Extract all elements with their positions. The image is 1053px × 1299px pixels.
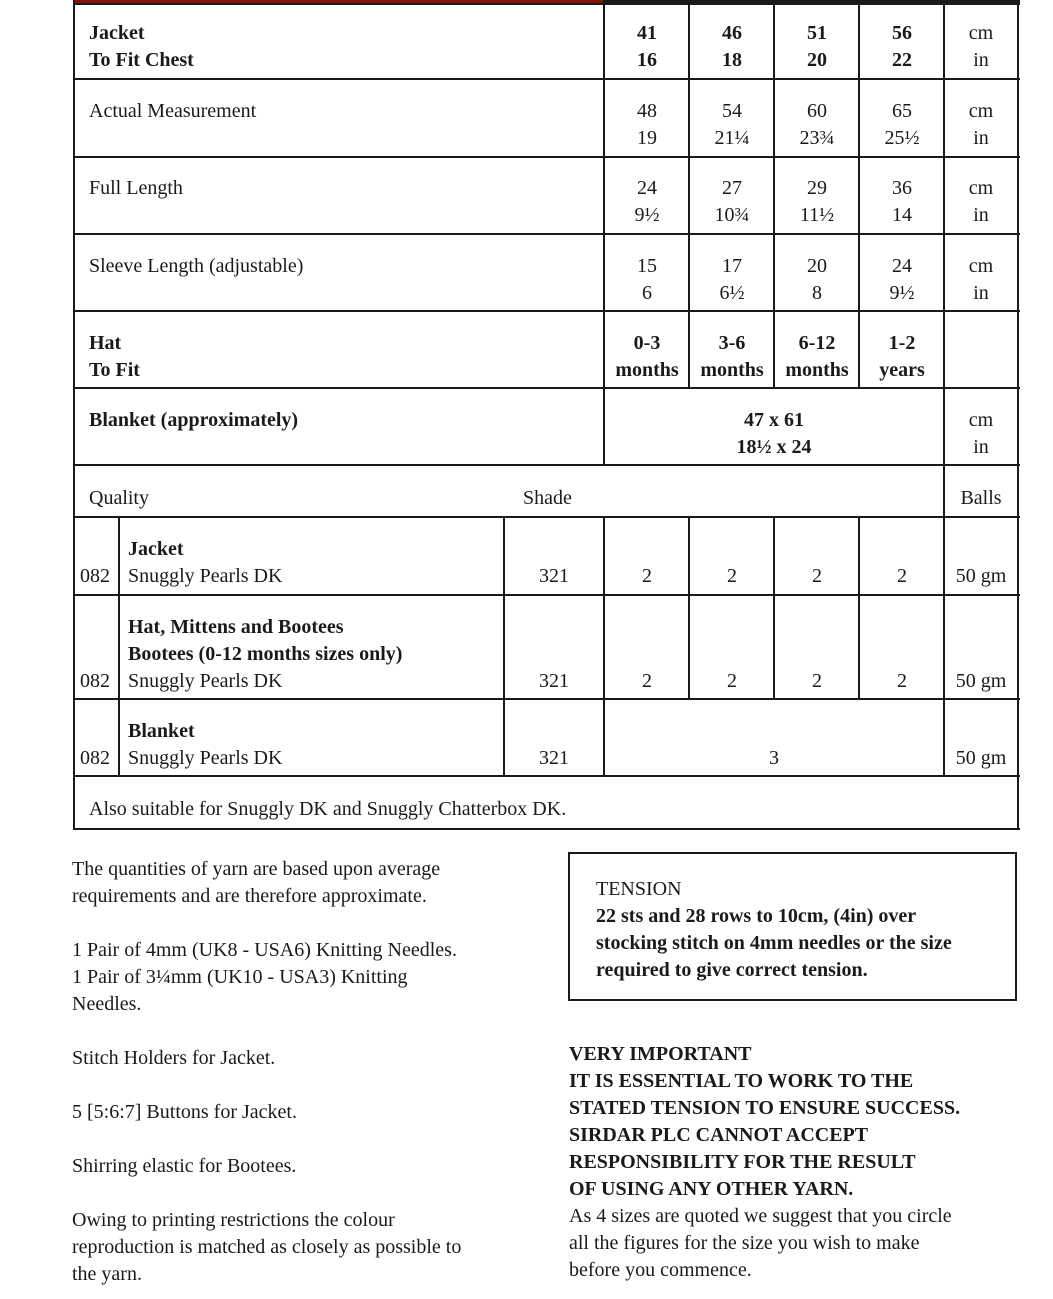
yarn-weight: 50 gm: [955, 747, 1007, 769]
sleeve-cm-3: 20: [807, 255, 827, 277]
important-notice: [569, 1041, 1019, 1284]
full-length-unit-in: in: [973, 204, 989, 226]
yarn-shade: 321: [539, 747, 569, 769]
important-line: IT IS ESSENTIAL TO WORK TO THE: [569, 1070, 914, 1092]
jacket-in-4: 22: [892, 49, 912, 71]
hat-size-2: 3-6: [718, 332, 746, 354]
jacket-cm-1: 41: [637, 22, 657, 44]
important-line: OF USING ANY OTHER YARN.: [569, 1178, 854, 1200]
full-length-unit-cm: cm: [968, 177, 994, 199]
yarn-qty: 2: [897, 565, 907, 587]
full-length-in-4: 14: [892, 204, 912, 226]
yarn-qty: 2: [897, 670, 907, 692]
size-note-line: before you commence.: [569, 1259, 752, 1281]
jacket-cm-3: 51: [807, 22, 827, 44]
yarn-name: Snuggly Pearls DK: [128, 670, 283, 692]
note-line: reproduction is matched as closely as possible to: [72, 1236, 462, 1258]
shade-header: Shade: [523, 487, 572, 509]
hat-size-3: 6-12: [798, 332, 836, 354]
size-note-line: As 4 sizes are quoted we suggest that you circle: [569, 1205, 952, 1227]
hat-unit-4: years: [879, 359, 925, 381]
yarn-qty: 2: [727, 565, 737, 587]
yarn-weight: 50 gm: [955, 670, 1007, 692]
yarn-code: 082: [80, 670, 110, 692]
actual-unit-cm: cm: [968, 100, 994, 122]
tension-box: [568, 852, 1017, 1001]
hat-size-1: 0-3: [633, 332, 661, 354]
blanket-unit-in: in: [973, 436, 989, 458]
full-length-in-1: 9½: [634, 204, 660, 226]
yarn-code: 082: [80, 565, 110, 587]
tension-line: 22 sts and 28 rows to 10cm, (4in) over: [596, 905, 917, 927]
yarn-code: 082: [80, 747, 110, 769]
note-line: 5 [5:6:7] Buttons for Jacket.: [72, 1101, 297, 1123]
full-length-label: Full Length: [89, 177, 183, 199]
tension-line: required to give correct tension.: [596, 959, 868, 981]
note-line: 1 Pair of 4mm (UK8 - USA6) Knitting Needles.: [72, 939, 457, 961]
sleeve-in-2: 6½: [719, 282, 745, 304]
yarn-row-subtitle: Bootees (0-12 months sizes only): [128, 643, 403, 665]
sleeve-cm-1: 15: [637, 255, 657, 277]
jacket-unit-in: in: [973, 49, 989, 71]
actual-cm-2: 54: [722, 100, 742, 122]
sleeve-cm-4: 24: [892, 255, 912, 277]
important-line: VERY IMPORTANT: [569, 1043, 752, 1065]
hat-size-4: 1-2: [888, 332, 916, 354]
note-line: Stitch Holders for Jacket.: [72, 1047, 276, 1069]
yarn-name: Snuggly Pearls DK: [128, 747, 283, 769]
sleeve-length-label: Sleeve Length (adjustable): [89, 255, 304, 277]
jacket-cm-2: 46: [722, 22, 742, 44]
yarn-qty: 2: [812, 565, 822, 587]
actual-in-3: 23¾: [799, 127, 835, 149]
jacket-cm-4: 56: [892, 22, 912, 44]
note-line: Needles.: [72, 993, 142, 1015]
note-line: Owing to printing restrictions the colour: [72, 1209, 395, 1231]
full-length-in-3: 11½: [799, 204, 835, 226]
jacket-in-2: 18: [722, 49, 742, 71]
full-length-cm-2: 27: [722, 177, 742, 199]
yarn-row-title: Hat, Mittens and Bootees: [128, 616, 344, 638]
important-line: RESPONSIBILITY FOR THE RESULT: [569, 1151, 916, 1173]
alternative-yarn-note: Also suitable for Snuggly DK and Snuggly Chatterbox DK.: [89, 798, 567, 820]
yarn-shade: 321: [539, 670, 569, 692]
actual-cm-1: 48: [637, 100, 657, 122]
sleeve-in-3: 8: [812, 282, 822, 304]
jacket-in-3: 20: [807, 49, 827, 71]
blanket-label: Blanket (approximately): [89, 409, 299, 431]
sleeve-in-1: 6: [642, 282, 652, 304]
yarn-qty: 3: [769, 747, 779, 769]
actual-cm-4: 65: [892, 100, 912, 122]
tension-line: stocking stitch on 4mm needles or the size: [596, 932, 952, 954]
full-length-in-2: 10¾: [714, 204, 750, 226]
hat-to-fit-label: To Fit: [89, 359, 140, 381]
blanket-size-cm: 47 x 61: [744, 409, 804, 431]
quality-header: Quality: [89, 487, 149, 509]
note-line: requirements and are therefore approximate.: [72, 885, 427, 907]
yarn-row-title: Jacket: [128, 538, 184, 560]
jacket-unit-cm: cm: [968, 22, 994, 44]
jacket-in-1: 16: [637, 49, 657, 71]
actual-in-4: 25½: [884, 127, 920, 149]
top-accent-bar: [73, 0, 603, 3]
sleeve-in-4: 9½: [889, 282, 915, 304]
yarn-qty: 2: [642, 670, 652, 692]
note-line: the yarn.: [72, 1263, 142, 1285]
sleeve-unit-in: in: [973, 282, 989, 304]
blanket-size-in: 18½ x 24: [736, 436, 812, 458]
full-length-cm-1: 24: [637, 177, 657, 199]
sleeve-cm-2: 17: [722, 255, 742, 277]
hat-unit-1: months: [615, 359, 679, 381]
full-length-cm-3: 29: [807, 177, 827, 199]
balls-header: Balls: [960, 487, 1002, 509]
actual-unit-in: in: [973, 127, 989, 149]
materials-notes: [72, 856, 542, 1288]
note-line: The quantities of yarn are based upon average: [72, 858, 441, 880]
tension-title: TENSION: [596, 878, 682, 900]
yarn-qty: 2: [812, 670, 822, 692]
size-note-line: all the figures for the size you wish to make: [569, 1232, 920, 1254]
sleeve-unit-cm: cm: [968, 255, 994, 277]
yarn-name: Snuggly Pearls DK: [128, 565, 283, 587]
note-line: 1 Pair of 3¼mm (UK10 - USA3) Knitting: [72, 966, 408, 988]
actual-in-2: 21¼: [714, 127, 750, 149]
hat-unit-2: months: [700, 359, 764, 381]
actual-cm-3: 60: [807, 100, 827, 122]
blanket-unit-cm: cm: [968, 409, 994, 431]
yarn-qty: 2: [727, 670, 737, 692]
hat-label: Hat: [89, 332, 122, 354]
important-line: SIRDAR PLC CANNOT ACCEPT: [569, 1124, 869, 1146]
yarn-row-title: Blanket: [128, 720, 195, 742]
yarn-weight: 50 gm: [955, 565, 1007, 587]
note-line: Shirring elastic for Bootees.: [72, 1155, 297, 1177]
important-line: STATED TENSION TO ENSURE SUCCESS.: [569, 1097, 961, 1119]
to-fit-chest-label: To Fit Chest: [89, 49, 194, 71]
actual-in-1: 19: [637, 127, 657, 149]
actual-measurement-label: Actual Measurement: [89, 100, 257, 122]
yarn-shade: 321: [539, 565, 569, 587]
yarn-qty: 2: [642, 565, 652, 587]
hat-unit-3: months: [785, 359, 849, 381]
full-length-cm-4: 36: [892, 177, 912, 199]
jacket-label: Jacket: [89, 22, 145, 44]
